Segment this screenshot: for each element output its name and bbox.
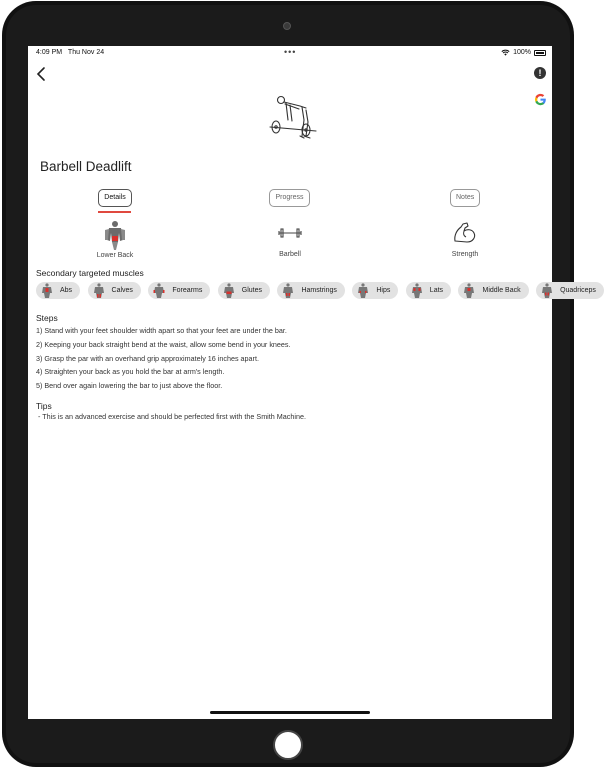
chip-hips[interactable]: [352, 282, 398, 299]
chip-hamstrings[interactable]: [277, 282, 344, 299]
chip-label: Hips: [376, 287, 391, 294]
chip-label: Lats: [429, 287, 444, 294]
multitask-dots[interactable]: •••: [284, 47, 297, 57]
chip-forearms[interactable]: [148, 282, 210, 299]
tips-heading: Tips: [36, 401, 52, 411]
chip-label: Quadriceps: [560, 287, 596, 294]
chip-abs[interactable]: [36, 282, 80, 299]
google-icon[interactable]: [534, 93, 547, 106]
secondary-muscles-heading: Secondary targeted muscles: [36, 268, 144, 278]
battery-icon: [534, 50, 546, 56]
report-alert-icon[interactable]: !: [534, 67, 546, 79]
wifi-icon: [501, 49, 510, 56]
tab-details[interactable]: Details: [98, 189, 132, 207]
status-indicators: [501, 49, 546, 56]
lower-back-muscle-icon: [101, 220, 129, 250]
active-tab-indicator: [98, 211, 131, 213]
chip-label: Glutes: [241, 287, 263, 294]
status-time: 4:09 PM: [36, 49, 63, 56]
tab-notes[interactable]: Notes: [450, 189, 480, 207]
steps-list: [36, 324, 291, 393]
chip-label: Hamstrings: [301, 287, 337, 294]
tip-item: - This is an advanced exercise and should be perfected first with the Smith Machine.: [36, 412, 306, 421]
back-chevron-icon[interactable]: [34, 66, 48, 82]
step-item: 3) Grasp the par with an overhand grip approximately 16 inches apart.: [36, 353, 259, 363]
step-item: 5) Bend over again lowering the bar to just above the floor.: [36, 381, 223, 391]
flexed-arm-icon: [452, 221, 478, 245]
chip-quadriceps[interactable]: [536, 282, 604, 299]
app-screen: [28, 46, 596, 719]
battery-percent: 100%: [513, 49, 531, 56]
exercise-type-label: Strength: [451, 251, 479, 258]
status-date: Thu Nov 24: [67, 49, 105, 56]
secondary-muscle-chips[interactable]: [36, 282, 596, 300]
step-item: 2) Keeping your back straight bend at the waist, allow some bend in your knees.: [36, 339, 291, 349]
hips-body-icon: [356, 283, 370, 298]
exercise-title: Barbell Deadlift: [40, 159, 132, 174]
steps-heading: Steps: [36, 313, 58, 323]
equipment-label: Barbell: [279, 251, 301, 258]
home-indicator[interactable]: [210, 711, 370, 714]
deadlift-illustration: [264, 94, 320, 150]
chip-label: Forearms: [172, 287, 203, 294]
middle-back-body-icon: [462, 283, 476, 298]
tab-progress[interactable]: Progress: [269, 189, 310, 207]
hamstrings-body-icon: [281, 283, 295, 298]
chip-lats[interactable]: [406, 282, 451, 299]
barbell-icon: [277, 226, 303, 240]
chip-middle-back[interactable]: [458, 282, 528, 299]
abs-body-icon: [40, 283, 54, 298]
calves-body-icon: [92, 283, 106, 298]
glutes-body-icon: [222, 283, 236, 298]
chip-glutes[interactable]: [218, 282, 270, 299]
step-item: 1) Stand with your feet shoulder width apart so that your feet are under the bar.: [36, 326, 287, 335]
chip-label: Abs: [60, 287, 73, 294]
home-button[interactable]: [273, 730, 303, 760]
forearms-body-icon: [152, 283, 166, 298]
status-bar: [28, 46, 552, 60]
quadriceps-body-icon: [540, 283, 554, 298]
status-time-date: [36, 49, 104, 56]
primary-muscle: [80, 220, 150, 259]
ipad-frame: [2, 1, 596, 767]
chip-label: Calves: [111, 287, 133, 294]
equipment: [255, 220, 325, 258]
lats-body-icon: [410, 283, 424, 298]
front-camera: [283, 22, 291, 30]
exercise-type: [430, 220, 500, 258]
chip-calves[interactable]: [88, 282, 141, 299]
primary-muscle-label: Lower Back: [96, 252, 134, 259]
step-item: 4) Straighten your back as you hold the bar at arm's length.: [36, 367, 225, 377]
chip-label: Middle Back: [482, 287, 521, 294]
